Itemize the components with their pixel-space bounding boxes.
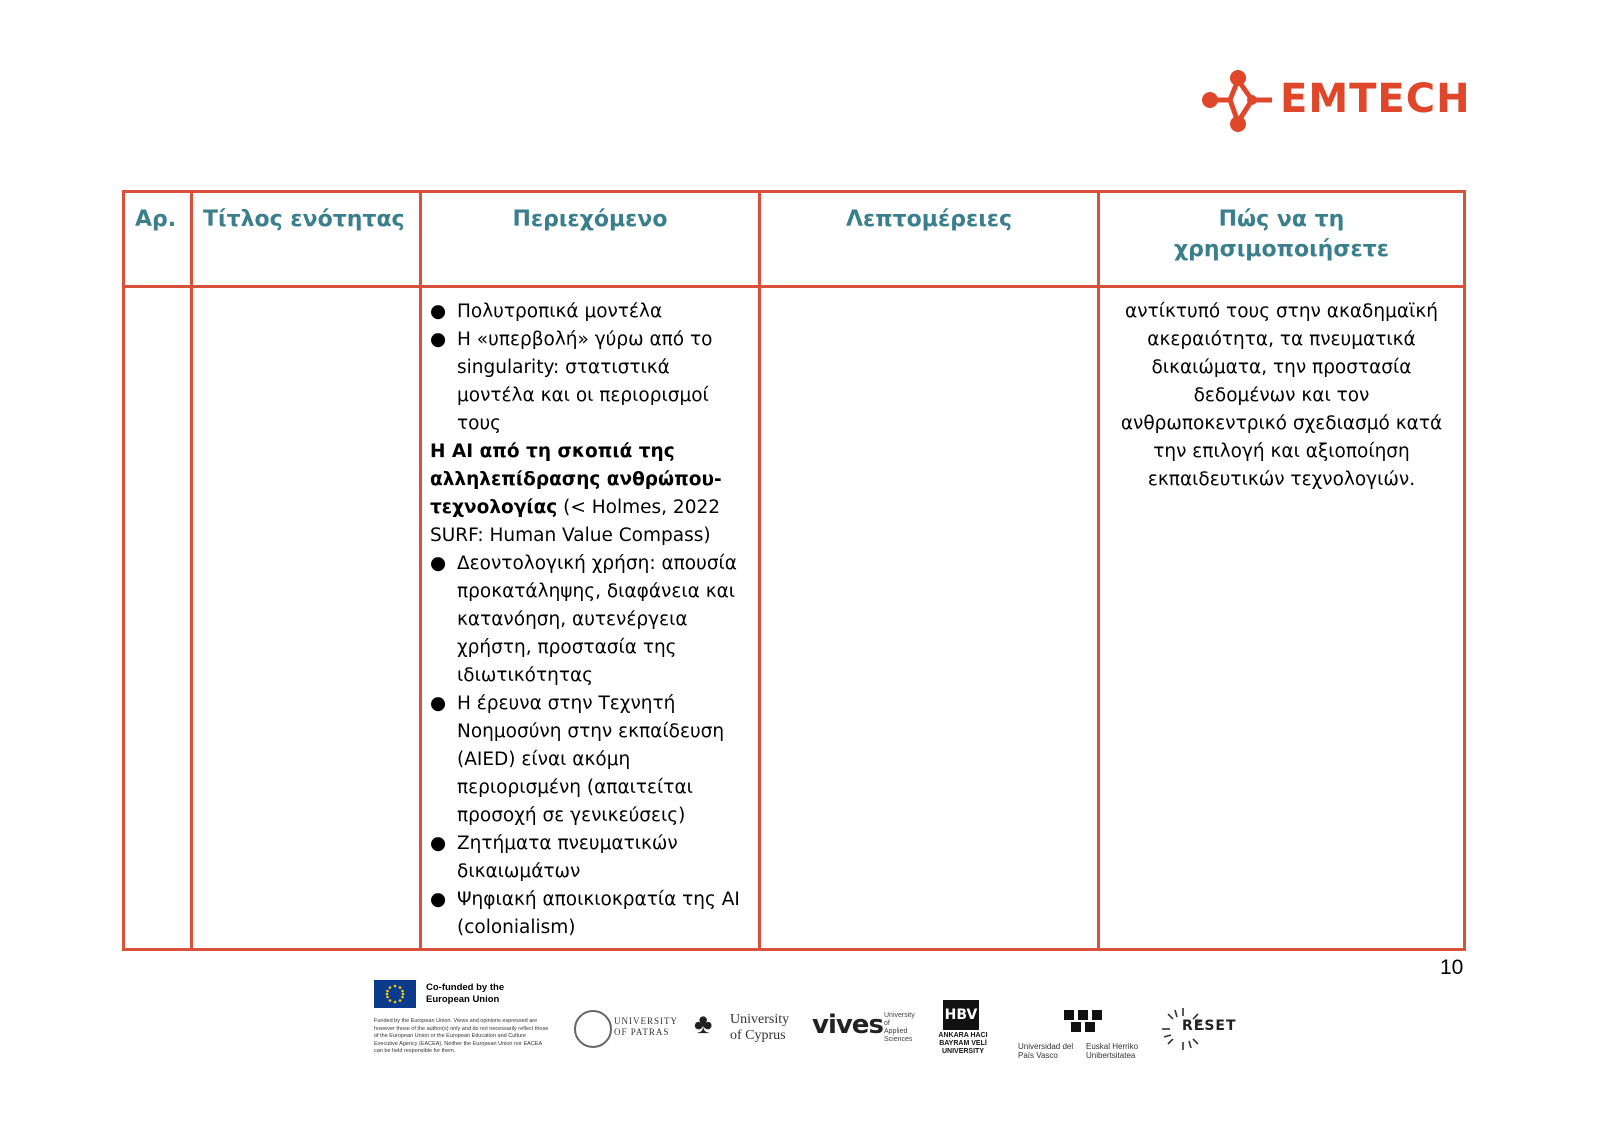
list-item: ● Ψηφιακή αποικιοκρατία της AI (colonialism) (430, 886, 750, 942)
upv-mark-icon (1062, 1008, 1104, 1036)
brand-name: EMTECH (1280, 76, 1471, 122)
bullet-icon: ● (430, 833, 447, 854)
bullet-icon: ● (430, 553, 447, 574)
eu-disclaimer: Funded by the European Union. Views and opinions expressed are however those of the author(s) only and do not necessarily reflect those of the European Union or the European Education and Culture Executive Agency (EACEA). Neither the European Union nor EACEA can be held responsible for them. (374, 1018, 549, 1054)
eu-flag-icon (374, 980, 416, 1008)
header-how-to-use: Πώς να τη χρησιμοποιήσετε (1099, 192, 1465, 287)
bullet-icon: ● (430, 889, 447, 910)
header-section-title: Τίτλος ενότητας (192, 192, 421, 287)
table-row (124, 287, 1465, 950)
list-item: ● Η «υπερβολή» γύρω από το singularity: στατιστικά μοντέλα και οι περιορισμοί τους (430, 326, 750, 438)
content-subheading: Η AI από τη σκοπιά της αλληλεπίδρασης ανθρώπου-τεχνολογίας (< Holmes, 2022 SURF: Human Value Compass) (430, 441, 722, 546)
list-item: ● Ζητήματα πνευματικών δικαιωμάτων (430, 830, 750, 886)
header-details: Λεπτομέρειες (760, 192, 1099, 287)
reset-logo: RESET (1160, 1006, 1206, 1057)
cell-details (760, 287, 1099, 950)
bullet-icon: ● (430, 329, 447, 350)
list-item: ● Δεοντολογική χρήση: απουσία προκατάληψης, διαφάνεια και κατανόηση, αυτενέργεια χρήστη, προστασία της ιδιωτικότητας (430, 550, 750, 690)
list-item: ● Η έρευνα στην Τεχνητή Νοημοσύνη στην εκπαίδευση (AIED) είναι ακόμη περιορισμένη (απαιτείται προσοχή σε γενικεύσεις) (430, 690, 750, 830)
cell-content (421, 287, 760, 950)
header-content: Περιεχόμενο (421, 192, 760, 287)
bullet-icon: ● (430, 693, 447, 714)
list-item: ● Πολυτροπικά μοντέλα (430, 298, 750, 326)
patras-seal-icon (574, 1010, 612, 1048)
header-number: Αρ. (124, 192, 192, 287)
content-list-top (430, 298, 750, 438)
molecule-logo-icon (1200, 66, 1272, 138)
cyprus-tree-icon: ♣ (694, 1009, 713, 1040)
cell-number (124, 287, 192, 950)
table-header-row (124, 192, 1465, 287)
content-list-bottom (430, 550, 750, 942)
cell-how-to-use: αντίκτυπό τους στην ακαδημαϊκή ακεραιότητα, τα πνευματικά δικαιώματα, την προστασία δεδομένων και τον ανθρωποκεντρικό σχεδιασμό κατά την επιλογή και αξιοποίηση εκπαιδευτικών τεχνολογιών. (1099, 287, 1465, 950)
curriculum-table (122, 190, 1463, 938)
emtech-logo (1200, 66, 1470, 138)
cell-section-title (192, 287, 421, 950)
page-number: 10 (1440, 956, 1464, 979)
eu-cofunded-label: Co-funded by the European Union (426, 982, 505, 1005)
footer-logos: Co-funded by the European Union Funded by the European Union. Views and opinions expressed are however those of the author(s) only and do not necessarily reflect those of the European Union or the European Education and Culture Executive Agency (EACEA). Neither the European Union nor EACEA can be held responsible for them. UNIVERSITY OF PATRAS ♣ University of Cyprus vives University of Applied Sciences HBV ANKARA HACI BAYRAM VELİ UNIVERSITY Universidad del País Vasco Euskal Herriko Unibertsitatea RESET (374, 982, 1237, 1060)
bullet-icon: ● (430, 301, 447, 322)
